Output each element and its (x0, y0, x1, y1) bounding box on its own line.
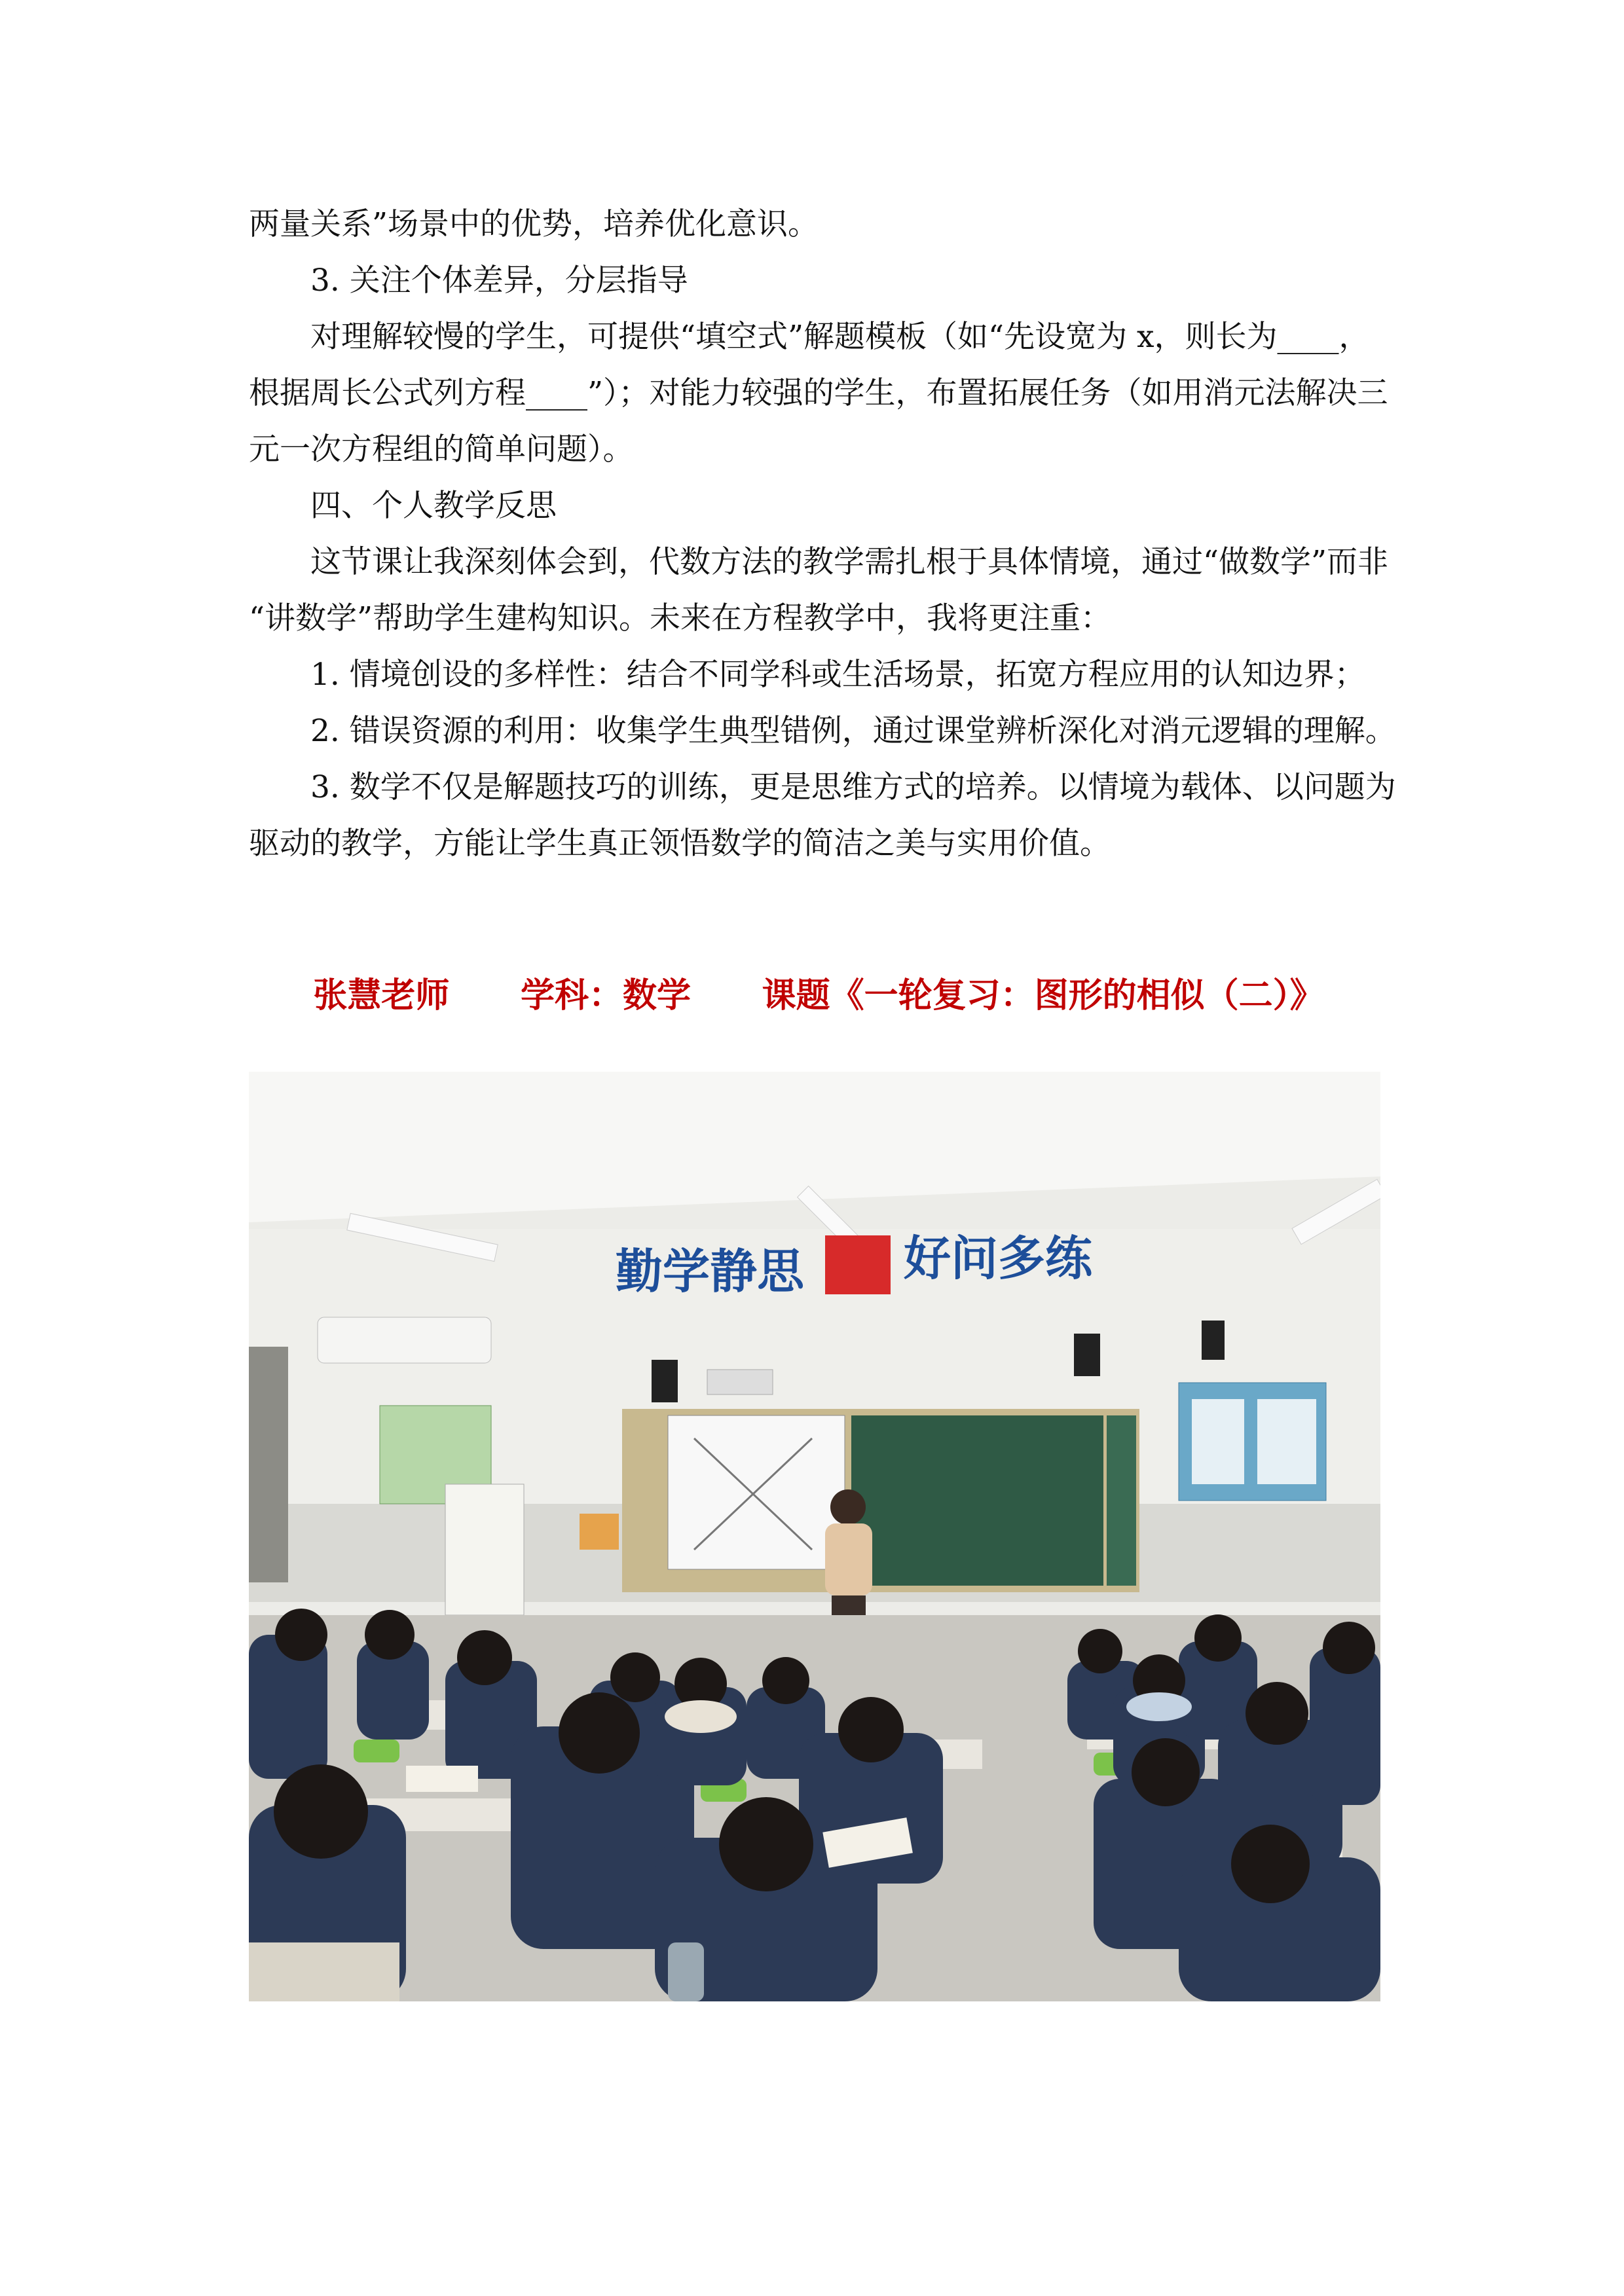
paragraph: 3. 关注个体差异，分层指导 (310, 263, 688, 299)
list-item: 3. 数学不仅是解题技巧的训练，更是思维方式的培养。以情境为载体、以问题为 (310, 769, 1396, 805)
body-text (249, 196, 1396, 872)
classroom-photo (249, 1072, 1380, 2001)
list-item: 2. 错误资源的利用：收集学生典型错例，通过课堂辨析深化对消元逻辑的理解。 (310, 713, 1396, 749)
paragraph: “讲数学”帮助学生建构知识。未来在方程教学中，我将更注重： (249, 600, 1112, 636)
paragraph: 这节课让我深刻体会到，代数方法的教学需扎根于具体情境，通过“做数学”而非 (310, 544, 1389, 580)
list-item: 1. 情境创设的多样性：结合不同学科或生活场景，拓宽方程应用的认知边界； (310, 657, 1365, 693)
paragraph: 元一次方程组的简单问题）。 (249, 431, 634, 467)
teacher-name: 张慧老师 (313, 976, 450, 1015)
paragraph: 驱动的教学，方能让学生真正领悟数学的简洁之美与实用价值。 (249, 826, 1111, 862)
slogan-right: 好问多练 (904, 1231, 1093, 1286)
paragraph: 对理解较慢的学生，可提供“填空式”解题模板（如“先设宽为 x，则长为____， (310, 319, 1370, 355)
paragraph: 两量关系”场景中的优势，培养优化意识。 (249, 206, 819, 242)
lesson-heading (249, 968, 1388, 1017)
section-heading: 四、个人教学反思 (310, 488, 557, 524)
paragraph: 根据周长公式列方程____”）；对能力较强的学生，布置拓展任务（如用消元法解决三 (249, 375, 1388, 411)
subject-label: 学科：数学 (520, 976, 691, 1015)
slogan-left: 勤学静思 (616, 1244, 805, 1299)
lesson-topic: 课题《一轮复习：图形的相似（二）》 (762, 976, 1324, 1015)
